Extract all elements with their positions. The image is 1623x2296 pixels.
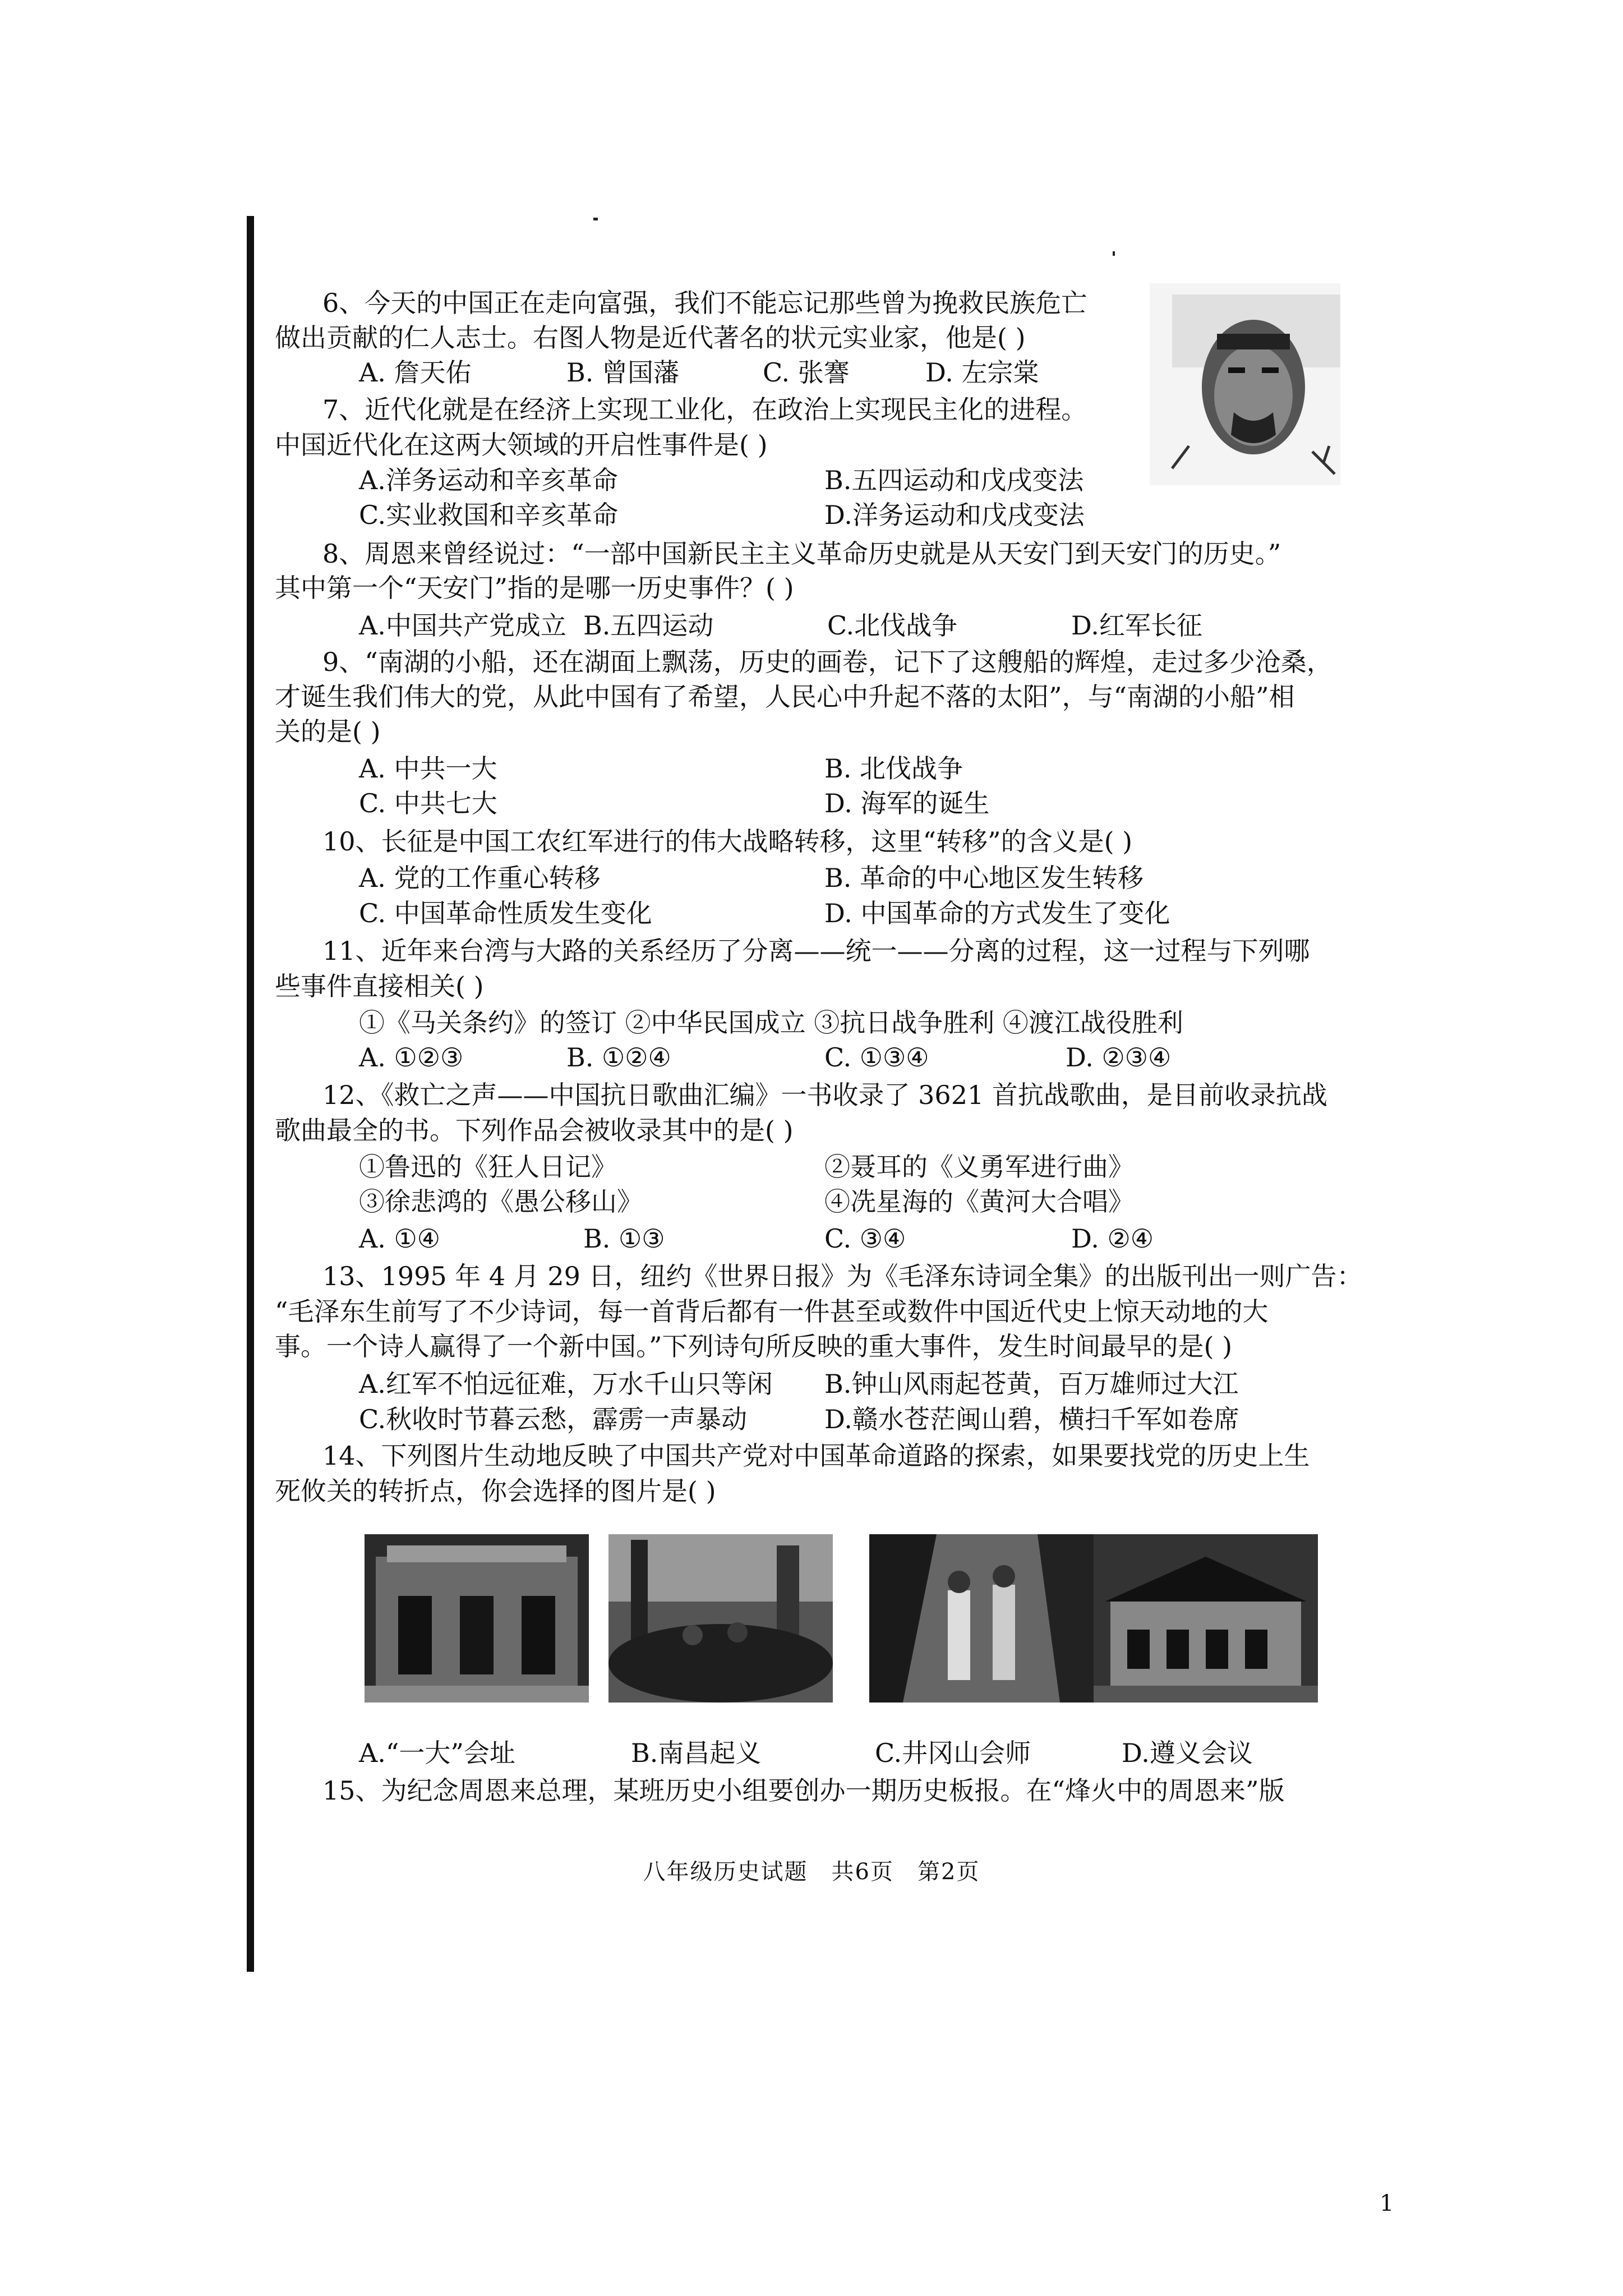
- question-10-option-b: B. 革命的中心地区发生转移: [824, 863, 1144, 893]
- question-7-option-a: A.洋务运动和辛亥革命: [359, 465, 618, 495]
- question-14-option-a: A.“一大”会址: [359, 1738, 515, 1768]
- question-8-option-a: A.中国共产党成立: [359, 610, 566, 641]
- question-11-items: ①《马关条约》的签订 ②中华民国成立 ③抗日战争胜利 ④渡江战役胜利: [359, 1007, 1183, 1038]
- question-6-option-b: B. 曾国藩: [566, 357, 680, 388]
- question-15-stem-line: 15、为纪念周恩来总理，某班历史小组要创办一期历史板报。在“烽火中的周恩来”版: [322, 1775, 1285, 1806]
- question-6-stem-line: 做出贡献的仁人志士。右图人物是近代著名的状元实业家，他是( ): [275, 323, 1026, 353]
- question-11-stem-line: 些事件直接相关( ): [275, 971, 484, 1001]
- question-14-option-b: B.南昌起义: [631, 1738, 762, 1768]
- question-12-option-b: B. ①③: [583, 1223, 665, 1254]
- question-9-stem-line: 关的是( ): [275, 716, 381, 747]
- question-7-option-b: B.五四运动和戊戌变法: [824, 465, 1084, 495]
- question-6-option-c: C. 张謇: [763, 357, 850, 388]
- question-9-option-c: C. 中共七大: [359, 788, 497, 818]
- question-12-option-d: D. ②④: [1071, 1223, 1154, 1254]
- question-8-stem-line: 其中第一个“天安门”指的是哪一历史事件？( ): [275, 573, 794, 603]
- question-10-option-a: A. 党的工作重心转移: [359, 863, 601, 893]
- question-13-option-b: B.钟山风雨起苍黄，百万雄师过大江: [824, 1369, 1239, 1399]
- question-12-item-1: ①鲁迅的《狂人日记》: [359, 1152, 617, 1182]
- scan-speck: [593, 218, 598, 220]
- question-12-item-3: ③徐悲鸿的《愚公移山》: [359, 1186, 643, 1217]
- question-9-option-b: B. 北伐战争: [824, 753, 963, 784]
- question-13-stem-line: 事。一个诗人赢得了一个新中国。”下列诗句所反映的重大事件，发生时间最早的是( ): [275, 1331, 1233, 1361]
- question-9-stem-line: 9、“南湖的小船，还在湖面上飘荡，历史的画卷，记下了这艘船的辉煌，走过多少沧桑，: [322, 647, 1332, 677]
- question-14-option-d: D.遵义会议: [1122, 1738, 1253, 1768]
- question-13-stem-line: “毛泽东生前写了不少诗词，每一首背后都有一件甚至或数件中国近代史上惊天动地的大: [275, 1296, 1269, 1327]
- question-8-option-d: D.红军长征: [1071, 610, 1202, 641]
- question-13-stem-line: 13、1995 年 4 月 29 日，纽约《世界日报》为《毛泽东诗词全集》的出版刊出一则广告：: [322, 1261, 1363, 1291]
- question-11-option-b: B. ①②④: [566, 1042, 671, 1073]
- photo-first-congress-site: [365, 1534, 589, 1703]
- question-8-stem-line: 8、周恩来曾经说过：“一部中国新民主主义革命历史就是从天安门到天安门的历史。”: [322, 539, 1281, 569]
- portrait-image: [1150, 283, 1340, 485]
- question-7-option-d: D.洋务运动和戊戌变法: [824, 500, 1085, 530]
- scan-speck: [1113, 251, 1115, 256]
- question-12-item-4: ④冼星海的《黄河大合唱》: [824, 1186, 1134, 1217]
- scan-left-edge-bar: [247, 216, 254, 1972]
- question-9-stem-line: 才诞生我们伟大的党，从此中国有了希望，人民心中升起不落的太阳”，与“南湖的小船”相: [275, 682, 1295, 712]
- question-10-stem-line: 10、长征是中国工农红军进行的伟大战略转移，这里“转移”的含义是( ): [322, 826, 1133, 857]
- question-12-stem-line: 歌曲最全的书。下列作品会被收录其中的是( ): [275, 1115, 794, 1145]
- question-12-item-2: ②聂耳的《义勇军进行曲》: [824, 1152, 1134, 1182]
- question-6-stem-line: 6、今天的中国正在走向富强，我们不能忘记那些曾为挽救民族危亡: [322, 288, 1087, 318]
- question-12-option-c: C. ③④: [824, 1223, 906, 1254]
- question-9-option-d: D. 海军的诞生: [824, 788, 990, 818]
- question-7-option-c: C.实业救国和辛亥革命: [359, 500, 619, 530]
- question-14-stem-line: 死攸关的转折点，你会选择的图片是( ): [275, 1476, 716, 1506]
- question-9-option-a: A. 中共一大: [359, 753, 497, 784]
- question-8-option-b: B.五四运动: [583, 610, 714, 641]
- question-7-stem-line: 中国近代化在这两大领域的开启性事件是( ): [275, 430, 768, 460]
- question-13-option-d: D.赣水苍茫闽山碧，横扫千军如卷席: [824, 1404, 1239, 1434]
- photo-nanchang-uprising: [608, 1534, 833, 1703]
- question-11-option-c: C. ①③④: [824, 1042, 929, 1073]
- question-14-option-c: C.井冈山会师: [875, 1738, 1031, 1768]
- question-11-option-d: D. ②③④: [1066, 1042, 1172, 1073]
- question-12-stem-line: 12、《救亡之声——中国抗日歌曲汇编》一书收录了 3621 首抗战歌曲，是目前收录抗战: [322, 1080, 1327, 1110]
- photo-jinggangshan-meeting: [869, 1534, 1094, 1703]
- question-11-option-a: A. ①②③: [359, 1042, 464, 1073]
- question-8-option-c: C.北伐战争: [827, 610, 958, 641]
- question-11-stem-line: 11、近年来台湾与大路的关系经历了分离——统一——分离的过程，这一过程与下列哪: [322, 936, 1310, 966]
- question-13-option-c: C.秋收时节暮云愁，霹雳一声暴动: [359, 1404, 748, 1434]
- question-6-option-a: A. 詹天佑: [359, 357, 472, 388]
- question-7-stem-line: 7、近代化就是在经济上实现工业化，在政治上实现民主化的进程。: [322, 394, 1087, 425]
- page-number: 1: [1380, 2191, 1394, 2216]
- question-10-option-c: C. 中国革命性质发生变化: [359, 898, 652, 928]
- question-14-stem-line: 14、下列图片生动地反映了中国共产党对中国革命道路的探索，如果要找党的历史上生: [322, 1441, 1310, 1471]
- question-10-option-d: D. 中国革命的方式发生了变化: [824, 898, 1170, 928]
- question-12-option-a: A. ①④: [359, 1223, 440, 1254]
- page-footer: 八年级历史试题 共6页 第2页: [643, 1859, 980, 1885]
- question-13-option-a: A.红军不怕远征难，万水千山只等闲: [359, 1369, 773, 1399]
- question-6-option-d: D. 左宗棠: [925, 357, 1039, 388]
- photo-zunyi-conference: [1094, 1534, 1318, 1703]
